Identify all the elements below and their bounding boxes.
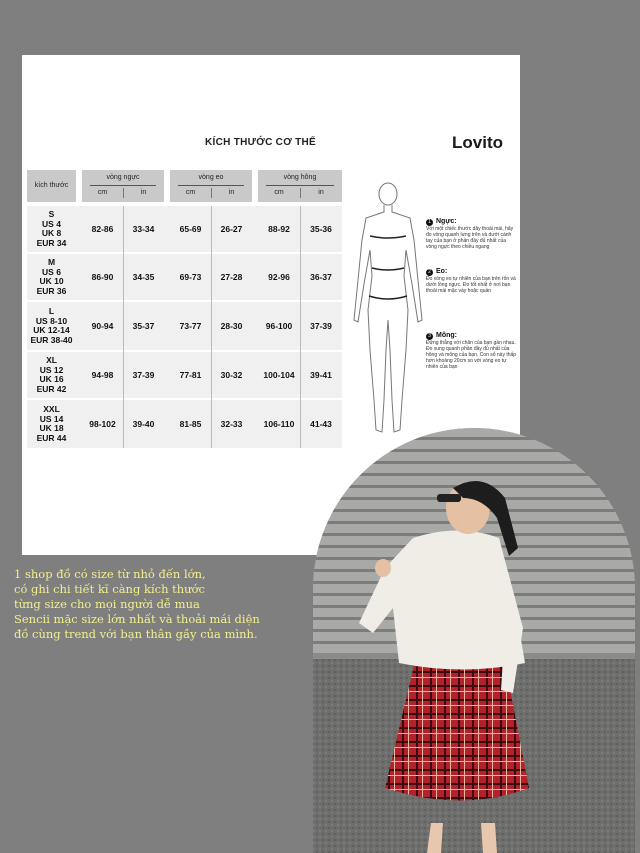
- note-text: Đứng thẳng với chân của bạn gần nhau. Đo xung quanh phần đầy đủ nhất của hông và mông của bạn. Con số này thấp hơn khoảng 20cm so với vòng eo tự nhiên của bạn: [426, 340, 517, 370]
- note-title: Ngực:: [436, 218, 457, 225]
- hip-in-value: 37-39: [310, 321, 332, 331]
- waist-cm-value: 65-69: [179, 224, 202, 234]
- caption-line: từng size cho mọi người dễ mua: [14, 597, 200, 611]
- chest-in-value: 35-37: [132, 321, 155, 331]
- size-uk: UK 18: [39, 423, 64, 433]
- chest-in-value: 39-40: [132, 419, 155, 429]
- caption-text: [14, 567, 354, 642]
- photo-illustration: [313, 428, 635, 853]
- header-hip-cm: cm: [274, 189, 284, 196]
- size-cell: [27, 307, 76, 345]
- hip-cm-value: 88-92: [268, 224, 290, 234]
- hip-in-value: 41-43: [310, 419, 332, 429]
- chest-cm-value: 94-98: [91, 370, 114, 380]
- size-uk: UK 16: [39, 374, 64, 384]
- header-hip-line: [266, 185, 334, 186]
- brand-logo: Lovito: [452, 133, 503, 152]
- note-title: Eo:: [436, 268, 448, 275]
- size-eur: EUR 34: [36, 237, 67, 248]
- waist-in-value: 26-27: [220, 224, 243, 234]
- size-uk: UK 10: [39, 276, 64, 286]
- note-number: 2: [426, 269, 433, 276]
- chest-cm-value: 82-86: [91, 224, 114, 234]
- waist-cm-value: 69-73: [179, 272, 202, 282]
- chest-cm-value: 86-90: [91, 272, 114, 282]
- waist-cm-value: 81-85: [179, 419, 202, 429]
- sunglasses: [437, 494, 461, 502]
- chart-title: KÍCH THƯỚC CƠ THỂ: [205, 137, 317, 148]
- size-uk: UK 12-14: [33, 325, 70, 335]
- header-waist-cm: cm: [185, 189, 196, 196]
- size-cell: [27, 356, 76, 394]
- column-divider: [123, 206, 124, 448]
- hip-cm-value: 100-104: [263, 370, 295, 380]
- column-divider: [211, 206, 212, 448]
- header-chest-cm: cm: [97, 189, 108, 196]
- column-divider: [300, 206, 301, 448]
- note-bust: [426, 219, 518, 250]
- header-chest-divider: [123, 188, 124, 198]
- size-us: US 4: [42, 218, 61, 229]
- header-chest-label: vòng ngực: [106, 174, 140, 181]
- size-us: US 6: [42, 266, 61, 277]
- size-label: M: [47, 257, 56, 267]
- size-eur: EUR 44: [36, 432, 67, 443]
- size-uk: UK 8: [41, 228, 62, 238]
- waist-in-value: 28-30: [220, 321, 243, 331]
- waist-cm-value: 77-81: [179, 370, 202, 380]
- size-eur: EUR 36: [36, 285, 67, 296]
- note-text: Với một chiếc thước dây thoải mái, hãy đo vòng quanh lưng trên và dưới cánh tay của bạn ở phần đầy đủ nhất của vòng ngực theo chiều ngang: [426, 226, 514, 250]
- hip-measure-line: [369, 296, 407, 299]
- chest-in-value: 34-35: [132, 272, 155, 282]
- hip-in-value: 36-37: [310, 272, 332, 282]
- size-cell: [27, 210, 76, 248]
- header-chest-in: in: [140, 189, 147, 196]
- header-size-label: kích thước: [34, 182, 69, 189]
- header-waist-line: [178, 185, 244, 186]
- size-us: US 14: [39, 413, 64, 424]
- note-number: 1: [426, 219, 433, 226]
- waist-in-value: 27-28: [220, 272, 243, 282]
- size-label: XXL: [43, 404, 60, 414]
- note-hip: [426, 333, 518, 370]
- size-cell: [27, 258, 76, 296]
- header-hip-divider: [300, 188, 301, 198]
- waist-in-value: 30-32: [220, 370, 243, 380]
- waist-measure-line: [372, 268, 404, 270]
- size-us: US 8-10: [35, 315, 68, 326]
- outfit-photo: [313, 428, 635, 853]
- size-eur: EUR 38-40: [30, 334, 73, 345]
- size-label: S: [48, 209, 55, 219]
- caption-line: 1 shop đồ có size từ nhỏ đến lớn,: [14, 567, 206, 581]
- header-hip-in: in: [318, 189, 324, 196]
- size-us: US 12: [39, 364, 64, 375]
- size-eur: EUR 42: [36, 383, 67, 394]
- hip-cm-value: 106-110: [263, 419, 295, 429]
- hip-cm-value: 92-96: [268, 272, 290, 282]
- size-label: XL: [46, 355, 57, 365]
- body-figure-illustration: [348, 180, 428, 442]
- note-number: 3: [426, 333, 433, 340]
- hip-in-value: 35-36: [310, 224, 332, 234]
- caption-line: có ghi chi tiết kĩ càng kích thước: [14, 582, 205, 596]
- size-label: L: [48, 306, 55, 316]
- chest-in-value: 37-39: [132, 370, 155, 380]
- hip-cm-value: 96-100: [265, 321, 293, 331]
- header-waist-divider: [211, 188, 212, 198]
- waist-cm-value: 73-77: [179, 321, 202, 331]
- chest-in-value: 33-34: [132, 224, 155, 234]
- header-waist-label: vòng eo: [198, 174, 224, 181]
- note-text: Đo vòng eo tự nhiên của bạn trên rốn và dưới lồng ngực. Đo tốt nhất ở nơi bạn thoải mái mặc váy hoặc quần: [426, 276, 516, 294]
- note-waist: [426, 269, 518, 294]
- waist-in-value: 32-33: [220, 419, 243, 429]
- chest-cm-value: 90-94: [91, 321, 114, 331]
- hip-in-value: 39-41: [310, 370, 332, 380]
- caption-line: Sencii mặc size lớn nhất và thoải mái diện: [14, 612, 260, 626]
- size-cell: [27, 405, 76, 443]
- header-chest-line: [90, 185, 156, 186]
- header-waist-in: in: [228, 189, 235, 196]
- header-hip-label: vòng hông: [283, 174, 317, 181]
- chest-cm-value: 98-102: [89, 419, 116, 429]
- bust-measure-line: [370, 236, 406, 238]
- note-title: Mông:: [436, 332, 457, 339]
- caption-line: đồ cùng trend với bạn thân gầy của mình.: [14, 627, 258, 641]
